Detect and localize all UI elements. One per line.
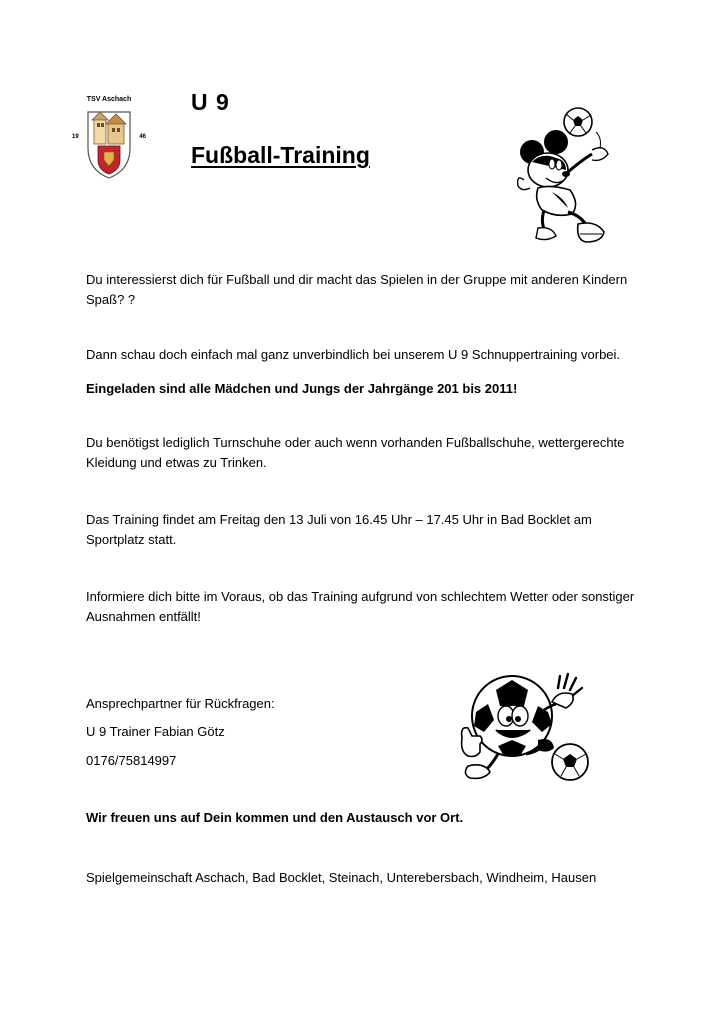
intro-paragraph: Du interessierst dich für Fußball und dir macht das Spielen in der Gruppe mit anderen Kindern Spaß? ? [86, 272, 628, 307]
page-title: Fußball-Training [191, 142, 370, 168]
contact-phone: 0176/75814997 [86, 753, 177, 768]
team-title: U 9 [191, 89, 230, 115]
cartoon-football-icon [458, 666, 598, 786]
equipment-paragraph: Du benötigst lediglich Turnschuhe oder auch wenn vorhanden Fußballschuhe, wettergerechte Kleidung und etwas zu Trinken. [86, 435, 625, 470]
crest-shield-icon [84, 108, 134, 180]
contact-name: U 9 Trainer Fabian Götz [86, 724, 225, 739]
founding-year-left: 19 [72, 134, 79, 140]
club-name: TSV Aschach [86, 96, 132, 103]
weather-paragraph: Informiere dich bitte im Voraus, ob das Training aufgrund von schlechtem Wetter oder sonstiger Ausnahmen entfällt! [86, 589, 635, 624]
club-crest-icon [62, 96, 156, 180]
mouse-kicking-ball-icon [512, 100, 622, 250]
founding-year-right: 46 [139, 134, 146, 140]
footer-clubs: Spielgemeinschaft Aschach, Bad Bocklet, Steinach, Unterebersbach, Windheim, Hausen [86, 870, 597, 885]
invited-paragraph: Eingeladen sind alle Mädchen und Jungs der Jahrgänge 201 bis 2011! [86, 381, 518, 396]
invite-paragraph: Dann schau doch einfach mal ganz unverbindlich bei unserem U 9 Schnuppertraining vorbei. [86, 347, 621, 362]
contact-heading: Ansprechpartner für Rückfragen: [86, 696, 275, 711]
closing-line: Wir freuen uns auf Dein kommen und den Austausch vor Ort. [86, 810, 464, 825]
schedule-paragraph: Das Training findet am Freitag den 13 Juli von 16.45 Uhr – 17.45 Uhr in Bad Bocklet am Sportplatz statt. [86, 512, 592, 547]
